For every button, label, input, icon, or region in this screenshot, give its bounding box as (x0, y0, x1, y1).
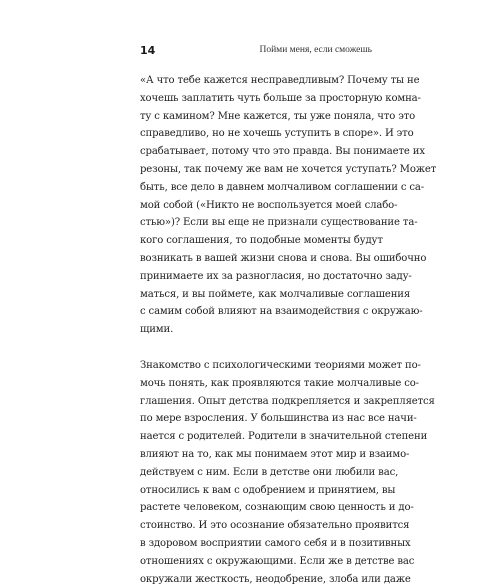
body-text (140, 72, 437, 588)
text-line: растете человеком, сознающим свою ценность и до- (140, 502, 414, 514)
text-line: хочешь заплатить чуть больше за просторную комна- (140, 92, 421, 104)
page-number: 14 (140, 44, 156, 57)
paragraph (140, 72, 437, 339)
paragraph (140, 357, 435, 588)
text-line: «А что тебе кажется несправедливым? Почему ты не (140, 75, 420, 86)
text-line: отношениях с окружающими. Если же в детстве вас (140, 555, 415, 567)
text-line: принимаете их за разногласия, но достаточно заду- (140, 270, 412, 282)
text-line: справедливо, но не хочешь уступить в споре». И это (140, 128, 414, 140)
running-title: Пойми меня, если сможешь (259, 45, 372, 55)
text-line: щими. (140, 324, 174, 336)
text-line: мой собой («Никто не воспользуется моей слабо- (140, 199, 398, 211)
text-line: стоинство. И это осознание обязательно проявится (140, 520, 410, 532)
text-line: возникать в вашей жизни снова и снова. Вы ошибочно (140, 252, 427, 264)
text-line: в здоровом восприятии самого себя и в позитивных (140, 537, 411, 549)
text-line: стью»)? Если вы еще не признали существование та- (140, 217, 418, 229)
text-line: глашения. Опыт детства подкрепляется и закрепляется (140, 395, 435, 407)
page-header (140, 44, 372, 64)
paragraph-gap (140, 339, 372, 357)
text-line: ту с камином? Мне кажется, ты уже поняла, что это (140, 110, 416, 122)
text-line: влияют на то, как мы понимаем этот мир и взаимо- (140, 448, 410, 460)
text-line: мочь понять, как проявляются такие молчаливые со- (140, 377, 419, 389)
text-line: быть, все дело в давнем молчаливом соглашении с са- (140, 181, 425, 193)
text-line: Знакомство с психологическими теориями может по- (140, 359, 421, 371)
text-line: по мере взросления. У большинства из нас все начи- (140, 413, 417, 425)
text-line: действуем с ним. Если в детстве они любили вас, (140, 466, 399, 478)
text-line: окружали жесткость, неодобрение, злоба или даже (140, 573, 411, 585)
text-line: резоны, так почему же вам не хочется уступать? Может (140, 163, 437, 175)
text-line: кого соглашения, то подобные моменты будут (140, 235, 383, 247)
text-line: с самим собой влияют на взаимодействия с окружаю- (140, 306, 423, 318)
text-line: относились к вам с одобрением и принятием, вы (140, 484, 396, 496)
text-line: срабатывает, потому что это правда. Вы понимаете их (140, 146, 425, 158)
text-line: маться, и вы поймете, как молчаливые соглашения (140, 288, 411, 300)
text-line: нается с родителей. Родители в значительной степени (140, 431, 428, 443)
